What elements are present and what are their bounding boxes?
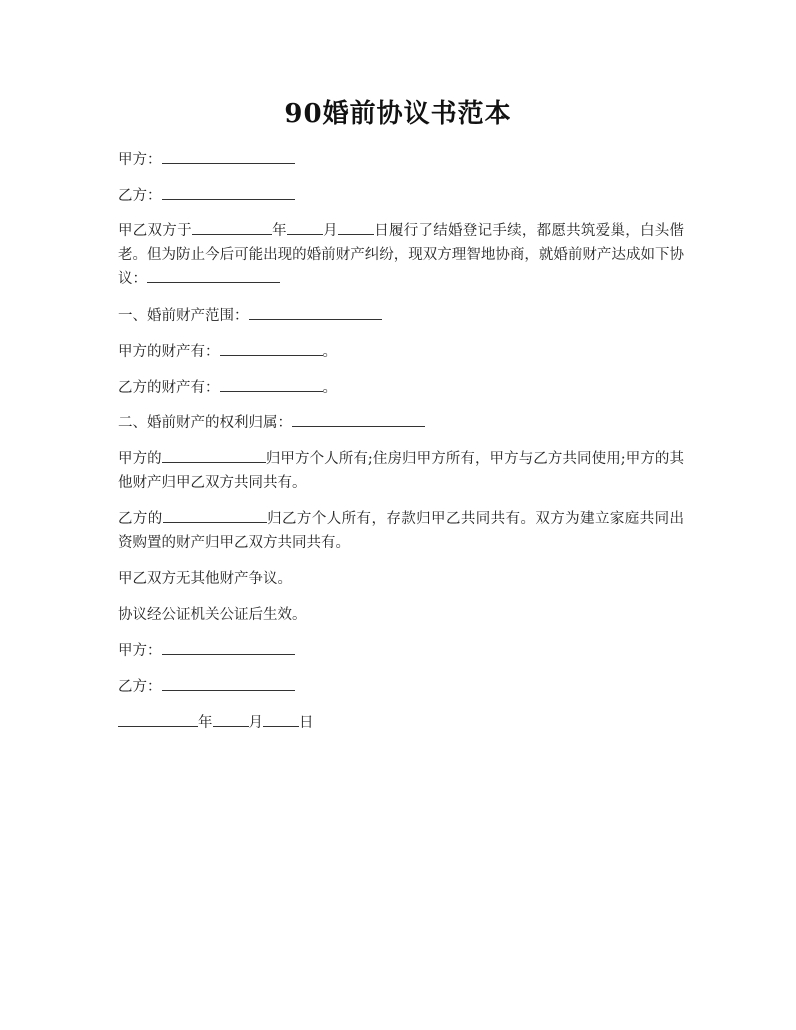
no-dispute-line: 甲乙双方无其他财产争议。: [118, 571, 292, 587]
party-a-property-blank: [220, 340, 323, 356]
party-b-property-label: 乙方的财产有：: [118, 380, 220, 396]
signature-a-line: [118, 639, 684, 663]
intro-month-label: 月: [322, 223, 338, 239]
date-line: [118, 711, 684, 735]
signature-b-blank: [162, 675, 295, 691]
party-a-rights-paragraph: [118, 447, 684, 495]
signature-a-blank: [162, 639, 295, 655]
party-a-label: 甲方：: [118, 152, 162, 168]
signature-b-line: [118, 675, 684, 699]
date-year-blank: [118, 711, 198, 727]
party-b-property-period: 。: [322, 380, 337, 396]
party-b-property-blank: [220, 376, 323, 392]
party-a-property-line: [118, 340, 684, 364]
intro-paragraph: [118, 219, 684, 291]
party-a-rights-post: 归甲方个人所有;住房归甲方所有，甲方与乙方共同使用;甲方的其他财产归甲乙双方共同共有。: [118, 451, 684, 491]
party-a-property-label: 甲方的财产有：: [118, 344, 220, 360]
party-b-property-line: [118, 376, 684, 400]
party-a-line: [118, 148, 684, 172]
party-b-blank: [162, 184, 295, 200]
date-year-label: 年: [198, 715, 213, 731]
date-day-label: 日: [299, 715, 314, 731]
party-b-label: 乙方：: [118, 188, 162, 204]
party-b-rights-paragraph: [118, 507, 684, 555]
party-a-property-period: 。: [322, 344, 337, 360]
party-b-rights-pre: 乙方的: [118, 511, 163, 527]
effective-line: 协议经公证机关公证后生效。: [118, 607, 307, 623]
date-month-label: 月: [248, 715, 263, 731]
intro-month-blank: [287, 219, 323, 235]
party-b-rights-post: 归乙方个人所有，存款归甲乙共同共有。双方为建立家庭共同出资购置的财产归甲乙双方共同共有。: [118, 511, 685, 551]
intro-text-2: 日履行了结婚登记手续，都愿共筑爱巢，白头偕老。但为防止今后可能出现的婚前财产纠纷，现双方理智地协商，就婚前财产达成如下协议：: [118, 223, 685, 287]
document-title: 90婚前协议书范本: [284, 99, 512, 129]
party-a-rights-blank: [162, 447, 266, 463]
intro-blank: [147, 267, 280, 283]
date-month-blank: [213, 711, 249, 727]
signature-a-label: 甲方：: [118, 643, 162, 659]
section-1-heading: [118, 304, 684, 328]
intro-year-label: 年: [271, 223, 287, 239]
signature-b-label: 乙方：: [118, 679, 162, 695]
date-day-blank: [263, 711, 299, 727]
party-b-line: [118, 184, 684, 208]
party-b-rights-blank: [163, 507, 267, 523]
intro-text-1: 甲乙双方于: [118, 223, 192, 239]
section-1-label: 一、婚前财产范围：: [118, 308, 249, 324]
section-2-label: 二、婚前财产的权利归属：: [118, 415, 292, 431]
section-1-blank: [249, 304, 382, 320]
section-2-blank: [292, 411, 425, 427]
party-a-blank: [162, 148, 295, 164]
section-2-heading: [118, 411, 684, 435]
party-a-rights-pre: 甲方的: [118, 451, 162, 467]
intro-day-blank: [338, 219, 374, 235]
intro-year-blank: [192, 219, 272, 235]
